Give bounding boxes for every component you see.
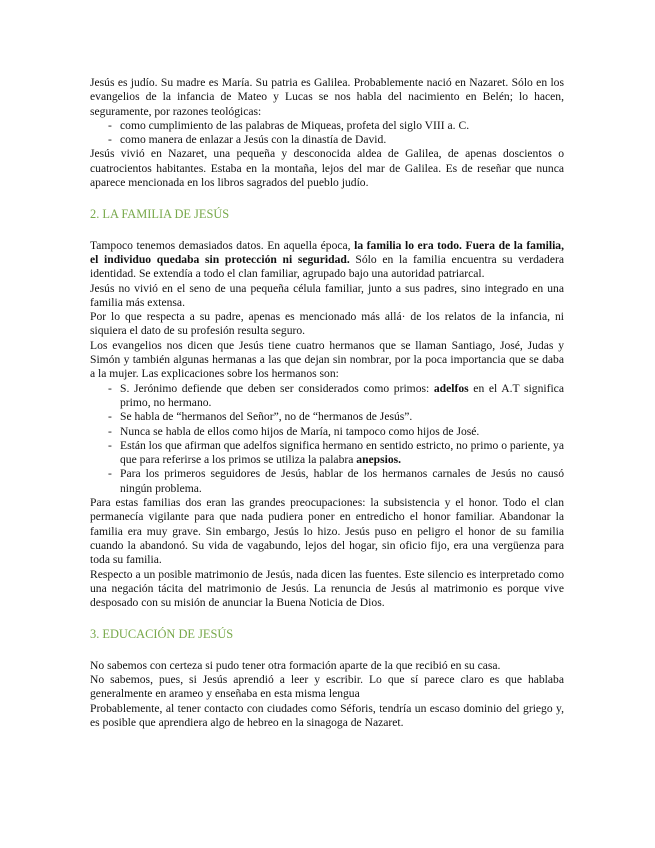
section-heading-familia: 2. LA FAMILIA DE JESÚS: [90, 207, 230, 222]
padre-paragraph: Por lo que respecta a su padre, apenas es mencionado más allá· de los relatos de la infancia, ni siquiera el dato de su profesión resulta seguro.: [90, 310, 564, 338]
list-item: - Para los primeros seguidores de Jesús, hablar de los hermanos carnales de Jesús no causó ningún problema.: [108, 467, 564, 495]
list-item: - Se habla de “hermanos del Señor”, no de “hermanos de Jesús”.: [108, 410, 413, 424]
list-item: - Están los que afirman que adelfos significa hermano en sentido estricto, no primo o pariente, ya que para referirse a los primos se utiliza la palabra anepsios.: [108, 438, 564, 467]
lengua-paragraph: No sabemos, pues, si Jesús aprendió a leer y escribir. Lo que sí parece claro es que hablaba generalmente en arameo y enseñaba en esta misma lengua: [90, 672, 564, 701]
familia-paragraph: Tampoco tenemos demasiados datos. En aquella época, la familia lo era todo. Fuera de la familia, el individuo quedaba sin protección ni seguridad. Sólo en la familia encuentra su verdadera identidad. Se extendía a todo el clan familiar, agrupado bajo una autoridad patriarcal.: [90, 238, 564, 281]
document-page: [90, 76, 564, 730]
hermanos-explanations-list: [90, 382, 564, 496]
list-item: - como manera de enlazar a Jesús con la dinastía de David.: [108, 133, 387, 147]
formacion-paragraph: No sabemos con certeza si pudo tener otra formación aparte de la que recibió en su casa.: [90, 658, 501, 672]
matrimonio-paragraph: Respecto a un posible matrimonio de Jesús, nada dicen las fuentes. Este silencio es interpretado como una negación tácita del matrimonio de Jesús. La renuncia de Jesús al matrimonio es porque vive desposado con su misión de anunciar la Buena Noticia de Dios.: [90, 567, 564, 610]
list-item: - Nunca se habla de ellos como hijos de María, ni tampoco como hijos de José.: [108, 424, 480, 438]
list-item: - como cumplimiento de las palabras de Miqueas, profeta del siglo VIII a. C.: [108, 118, 470, 132]
list-item: - S. Jerónimo defiende que deben ser considerados como primos: adelfos en el A.T significa primo, no hermano.: [108, 381, 564, 409]
hermanos-paragraph: Los evangelios nos dicen que Jesús tiene cuatro hermanos que se llaman Santiago, José, Judas y Simón y también algunas hermanas a las que dejan sin nombrar, por la poca importancia que se daba a la mujer. Las explicaciones sobre los hermanos son:: [90, 338, 564, 381]
familia-extensa-paragraph: Jesús no vivió en el seno de una pequeña célula familiar, junto a sus padres, sino integrado en una familia más extensa.: [90, 281, 564, 309]
griego-paragraph: Probablemente, al tener contacto con ciudades como Séforis, tendría un escaso dominio del griego y, es posible que aprendiera algo de hebreo en la sinagoga de Nazaret.: [90, 701, 564, 729]
section-heading-educacion: 3. EDUCACIÓN DE JESÚS: [90, 627, 234, 642]
honor-paragraph: Para estas familias dos eran las grandes preocupaciones: la subsistencia y el honor. Todo el clan permanecía vigilante para que nada pudiera poner en entredicho el honor familiar. Abandonar la familia era muy grave. Sin embargo, Jesús lo hizo. Jesús puso en peligro el honor de su familia cuando la abandonó. Su vida de vagabundo, lejos del hogar, sin oficio fijo, era una vergüenza para toda su familia.: [90, 496, 564, 567]
birthplace-reasons-list: [90, 119, 564, 148]
nazaret-paragraph: Jesús vivió en Nazaret, una pequeña y desconocida aldea de Galilea, de apenas doscientos o cuatrocientos habitantes. Estaba en la montaña, lejos del mar de Galilea. Es de reseñar que nunca aparece mencionada en los libros sagrados del pueblo judío.: [90, 147, 564, 190]
intro-paragraph: Jesús es judío. Su madre es María. Su patria es Galilea. Probablemente nació en Nazaret. Sólo en los evangelios de la infancia de Mateo y Lucas se nos habla del nacimiento en Belén; lo hacen, seguramente, por razones teológicas:: [90, 76, 564, 118]
